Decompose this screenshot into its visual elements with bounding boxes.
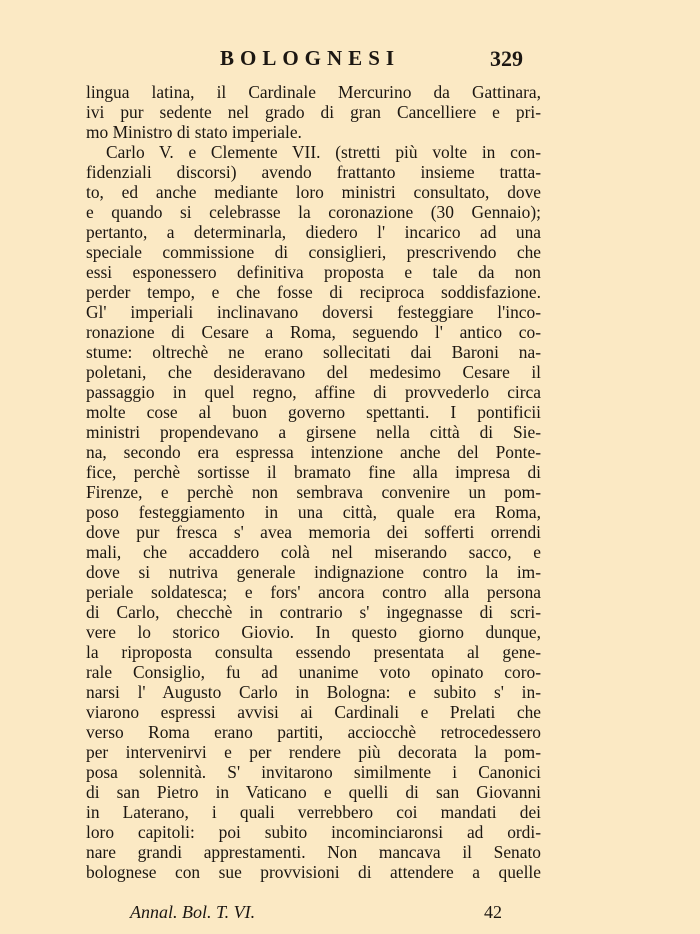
page-footer [0,902,700,928]
text-line: ronazione di Cesare a Roma, seguendo l' antico co- [86,322,541,342]
text-line: molte cose al buon governo spettanti. I pontificii [86,402,541,422]
text-line: narsi l' Augusto Carlo in Bologna: e subito s' in- [86,682,541,702]
printer-signature: Annal. Bol. T. VI. [130,902,256,922]
text-line: per intervenirvi e per rendere più decorata la pom- [86,742,541,762]
text-line: essi esponessero definitiva proposta e tale da non [86,262,541,282]
text-line: mali, che accaddero colà nel miserando sacco, e [86,542,541,562]
text-line: fice, perchè sortisse il bramato fine alla impresa di [86,462,541,482]
text-line: e quando si celebrasse la coronazione (30 Gennaio); [86,202,541,222]
text-line: la riproposta consulta essendo presentata al gene- [86,642,541,662]
text-line: loro capitoli: poi subito incominciaronsi ad ordi- [86,822,541,842]
text-line: posa solennità. S' invitarono similmente i Canonici [86,762,541,782]
text-line: dove pur fresca s' avea memoria dei sofferti orrendi [86,522,541,542]
text-line: pertanto, a determinarla, diedero l' incarico ad una [86,222,541,242]
text-line: fidenziali discorsi) avendo frattanto insieme tratta- [86,162,541,182]
body-text [86,82,541,882]
text-line: stume: oltrechè ne erano sollecitati dai Baroni na- [86,342,541,362]
text-line: Carlo V. e Clemente VII. (stretti più volte in con- [106,142,541,162]
signature-number: 42 [484,902,502,922]
text-line: periale soldatesca; e fors' ancora contro alla persona [86,582,541,602]
text-line: in Laterano, i quali verrebbero coi mandati dei [86,802,541,822]
text-line: to, ed anche mediante loro ministri consultato, dove [86,182,541,202]
text-line: poso festeggiamento in una città, quale era Roma, [86,502,541,522]
text-line: mo Ministro di stato imperiale. [86,122,302,142]
text-line: bolognese con sue provvisioni di attendere a quelle [86,862,541,882]
text-line: viarono espressi avvisi ai Cardinali e Prelati che [86,702,541,722]
text-line: di Carlo, checchè in contrario s' ingegnasse di scri- [86,602,541,622]
page-header [0,46,700,76]
text-line: di san Pietro in Vaticano e quelli di san Giovanni [86,782,541,802]
page-number: 329 [490,46,523,71]
text-line: nare grandi apprestamenti. Non mancava il Senato [86,842,541,862]
text-line: rale Consiglio, fu ad unanime voto opinato coro- [86,662,541,682]
text-line: speciale commissione di consiglieri, prescrivendo che [86,242,541,262]
text-line: ivi pur sedente nel grado di gran Cancelliere e pri- [86,102,541,122]
text-line: lingua latina, il Cardinale Mercurino da Gattinara, [86,82,541,102]
text-line: dove si nutriva generale indignazione contro la im- [86,562,541,582]
text-line: perder tempo, e che fosse di reciproca soddisfazione. [86,282,541,302]
text-line: passaggio in quel regno, affine di provvederlo circa [86,382,541,402]
running-title: BOLOGNESI [220,46,401,70]
text-line: vere lo storico Giovio. In questo giorno dunque, [86,622,541,642]
text-line: verso Roma erano partiti, acciocchè retrocedessero [86,722,541,742]
text-line: na, secondo era espressa intenzione anche del Ponte- [86,442,541,462]
text-line: Firenze, e perchè non sembrava convenire un pom- [86,482,541,502]
text-line: Gl' imperiali inclinavano doversi festeggiare l'inco- [86,302,541,322]
text-line: poletani, che desideravano del medesimo Cesare il [86,362,541,382]
text-line: ministri propendevano a girsene nella città di Sie- [86,422,541,442]
